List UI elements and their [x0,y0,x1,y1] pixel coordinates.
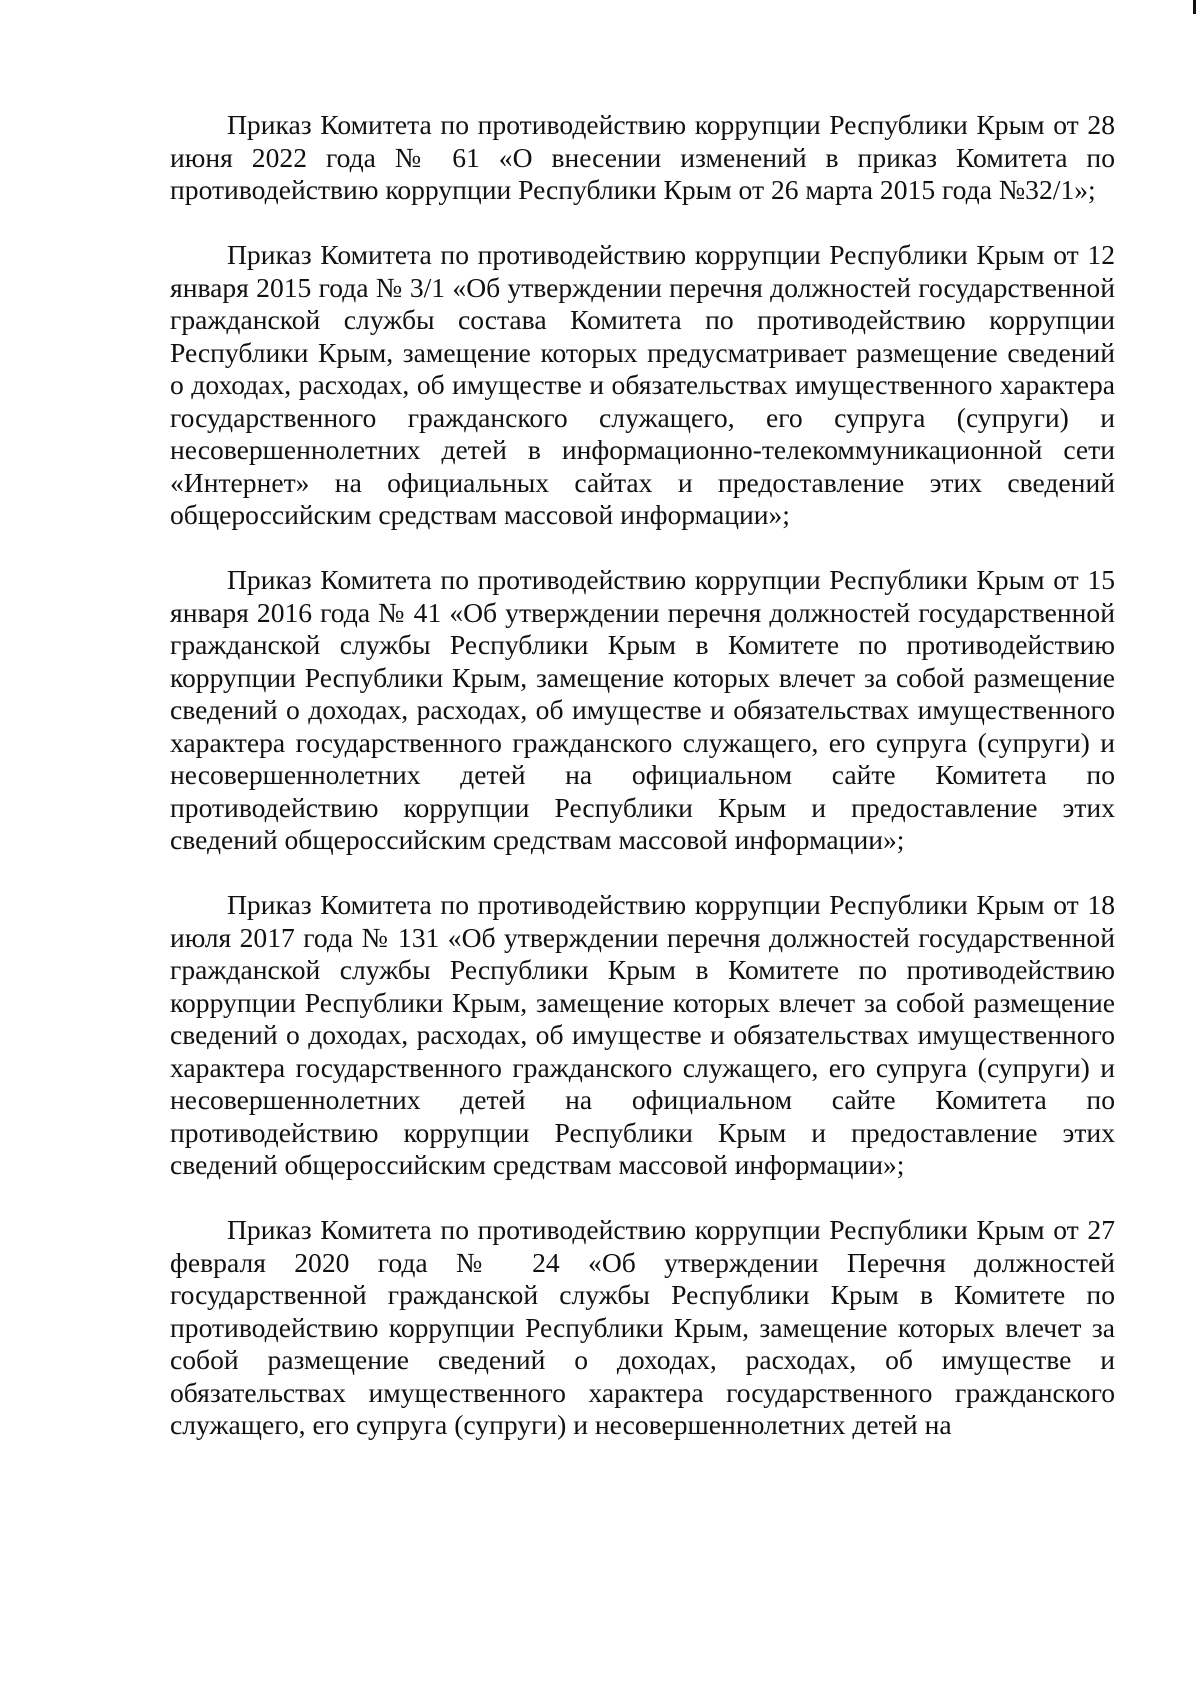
paragraph-order-131: Приказ Комитета по противодействию коррупции Республики Крым от 18 июля 2017 года № 131 «Об утверждении перечня должностей государственной гражданской службы Республики Крым в Комитете по противодействию коррупции Республики Крым, замещение которых влечет за собой размещение сведений о доходах, расходах, об имуществе и обязательствах имущественного характера государственного гражданского служащего, его супруга (супруги) и несовершеннолетних детей на официальном сайте Комитета по противодействию коррупции Республики Крым и предоставление этих сведений общероссийским средствам массовой информации»; [170,889,1115,1180]
paragraph-order-24: Приказ Комитета по противодействию коррупции Республики Крым от 27 февраля 2020 года № 24 «Об утверждении Перечня должностей государственной гражданской службы Республики Крым в Комитете по противодействию коррупции Республики Крым, замещение которых влечет за собой размещение сведений о доходах, расходах, об имуществе и обязательствах имущественного характера государственного гражданского служащего, его супруга (супруги) и несовершеннолетних детей на [170,1214,1115,1440]
paragraph-order-61: Приказ Комитета по противодействию коррупции Республики Крым от 28 июня 2022 года № 61 «О внесении изменений в приказ Комитета по противодействию коррупции Республики Крым от 26 марта 2015 года №32/1»; [170,109,1115,205]
document-body [170,109,1115,1442]
paragraph-order-41: Приказ Комитета по противодействию коррупции Республики Крым от 15 января 2016 года № 41 «Об утверждении перечня должностей государственной гражданской службы Республики Крым в Комитете по противодействию коррупции Республики Крым, замещение которых влечет за собой размещение сведений о доходах, расходах, об имуществе и обязательствах имущественного характера государственного гражданского служащего, его супруга (супруги) и несовершеннолетних детей на официальном сайте Комитета по противодействию коррупции Республики Крым и предоставление этих сведений общероссийским средствам массовой информации»; [170,564,1115,855]
scan-edge-mark [1193,0,1196,14]
paragraph-order-3-1: Приказ Комитета по противодействию коррупции Республики Крым от 12 января 2015 года № 3/1 «Об утверждении перечня должностей государственной гражданской службы состава Комитета по противодействию коррупции Республики Крым, замещение которых предусматривает размещение сведений о доходах, расходах, об имуществе и обязательствах имущественного характера государственного гражданского служащего, его супруга (супруги) и несовершеннолетних детей в информационно-телекоммуникационной сети «Интернет» на официальных сайтах и предоставление этих сведений общероссийским средствам массовой информации»; [170,239,1115,530]
